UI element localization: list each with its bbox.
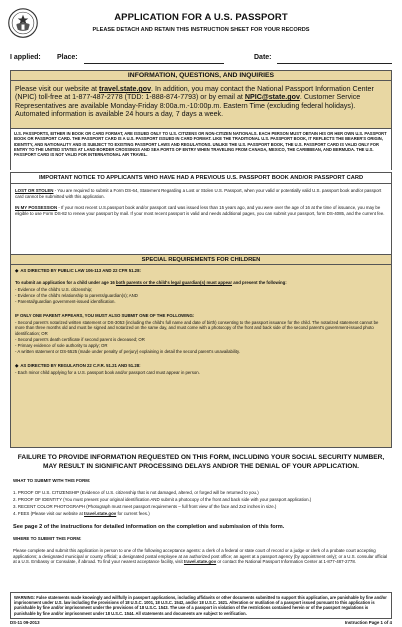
applied-row — [10, 54, 392, 66]
option-text: Second parent's notarized written statement or DS-3053 (including the child's full name and date of birth) consenting to the passport issuance for the child. The notarized statement cannot be more than three months old and must be signed and notarized on the same day, and must come with a photocopy of the front and back side of the second parent's government-issued photo identification; OR — [15, 320, 379, 336]
child-submit-part: To submit an application for a child under age 16 — [15, 280, 116, 285]
submit-item — [13, 511, 389, 517]
one-parent-option: - Primary evidence of sole authority to apply; OR — [15, 343, 108, 348]
option-text: A written statement or DS-5525 (made under penalty of perjury) explaining in detail the second parent's unavailability. — [17, 349, 241, 354]
info-text-part: . Customer Service Representatives are available Monday-Friday 8:00a.m.-10:00p.m. Eastern Time (excluding federal holidays). Automated information is available 24 hours a day, 7 days a week. — [15, 93, 361, 119]
evidence-text: Evidence of the child's U.S. citizenship; — [17, 287, 93, 292]
children-requirements-box — [10, 254, 392, 448]
lost-stolen-paragraph — [15, 188, 389, 199]
evidence-item: - Evidence of the child's U.S. citizenship; — [15, 287, 93, 292]
one-parent-heading: IF ONLY ONE PARENT APPEARS, YOU MUST ALSO SUBMIT ONE OF THE FOLLOWING: — [15, 313, 195, 318]
date-field[interactable] — [277, 63, 392, 64]
form-title: APPLICATION FOR A U.S. PASSPORT — [114, 12, 288, 23]
option-text: Second parent's death certificate if second parent is deceased; OR — [17, 337, 145, 342]
lost-stolen-label: LOST OR STOLEN — [15, 188, 54, 193]
where-text-part: Please complete and submit this application in person to one of the following acceptance agents: a clerk of a federal or state court of record or a judge or clerk of a probate court accepting applications; a designated municipal or county official; a designated postal employee at an authorized post office; an agent at a passport agency (by appointment only); or a U.S. consular official at a U.S. Embassy or Consulate, if abroad. To find your nearest acceptance facility, visit — [13, 548, 388, 565]
website-link[interactable]: travel.state.gov — [98, 85, 152, 93]
passport-format-notice: U.S. PASSPORTS, EITHER IN BOOK OR CARD FORMAT, ARE ISSUED ONLY TO U.S. CITIZENS OR NON-CITIZEN NATIONALS. EACH PERSON MUST OBTAIN HIS OR HER OWN U.S. PASSPORT BOOK OR PASSPORT CARD. THE PASSPORT CARD IS A U.S. PASSPORT ISSUED IN CARD FORMAT. LIKE THE TRADITIONAL U.S. PASSPORT BOOK, IT REFLECTS THE BEARER'S ORIGIN, IDENTITY, AND NATIONALITY AND IS SUBJECT TO EXISTING PASSPORT LAWS AND REGULATIONS. UNLIKE THE U.S. PASSPORT BOOK, THE U.S. PASSPORT CARD IS VALID ONLY FOR ENTRY TO THE UNITED STATES AT LAND BORDER CROSSINGS AND SEA PORTS OF ENTRY WHEN TRAVELING FROM CANADA, MEXICO, THE CARIBBEAN, AND BERMUDA. THE U.S. PASSPORT CARD IS NOT VALID FOR INTERNATIONAL AIR TRAVEL. — [11, 128, 391, 171]
one-parent-option: - Second parent's notarized written statement or DS-3053 (including the child's full name and date of birth) consenting to the passport issuance for the child. The notarized statement cannot be more than three months old and must be signed and notarized on the same day, and must come with a photocopy of the front and back side of the second parent's government-issued photo identification; OR — [15, 320, 379, 336]
submit-item-part: 4. FEES (Please visit our website at — [13, 511, 85, 516]
submit-item-part: for current fees.) — [116, 511, 150, 516]
failure-notice-line-2: MAY RESULT IN SIGNIFICANT PROCESSING DELAYS AND/OR THE DENIAL OF YOUR APPLICATION. — [42, 463, 360, 470]
evidence-text: Evidence of the child's relationship to parents/guardian(s); AND — [17, 293, 138, 298]
info-text-part: . In addition, you may contact the National Passport Information Center (NPIC) toll-free at 1-877-487-2778 (TDD: 1-888-874-7793) or by email at — [15, 85, 374, 102]
submit-item: 2. PROOF OF IDENTITY (You must present your original identification AND submit a photocopy of the front and back side with your passport application.) — [13, 497, 312, 502]
information-box — [10, 70, 392, 170]
information-heading: INFORMATION, QUESTIONS, AND INQUIRIES — [11, 71, 391, 81]
applied-label: I applied: — [10, 54, 41, 61]
children-heading: SPECIAL REQUIREMENTS FOR CHILDREN — [11, 255, 391, 265]
child-submit-part: and present the following: — [232, 280, 287, 285]
failure-notice-line-1: FAILURE TO PROVIDE INFORMATION REQUESTED ON THIS FORM, INCLUDING YOUR SOCIAL SECURITY NUMBER, — [17, 454, 385, 461]
lost-stolen-text: - You are required to submit a Form DS-64, Statement Regarding a Lost or Stolen U.S. Passport, when your valid or potentially valid U.S. passport book and/or passport card cannot be submitted with this application. — [15, 188, 382, 199]
place-field[interactable] — [84, 63, 224, 64]
acceptance-facility-link[interactable]: travel.state.gov — [183, 559, 217, 565]
where-to-submit-heading: WHERE TO SUBMIT THIS FORM: — [13, 536, 82, 541]
see-page-2-note: See page 2 of the instructions for detailed information on the completion and submission of this form. — [13, 524, 285, 530]
date-label: Date: — [254, 54, 272, 61]
one-parent-option: - A written statement or DS-5525 (made under penalty of perjury) explaining in detail the second parent's unavailability. — [15, 349, 241, 354]
option-text: Primary evidence of sole authority to apply; OR — [17, 343, 108, 348]
regulation-text: Each minor child applying for a U.S. passport book and/or passport card must appear in person. — [17, 370, 200, 375]
form-id: DS-11 09-2013 — [10, 620, 40, 625]
fees-link[interactable]: travel.state.gov — [84, 511, 117, 516]
previous-passport-heading: IMPORTANT NOTICE TO APPLICANTS WHO HAVE HAD A PREVIOUS U.S. PASSPORT BOOK AND/OR PASSPORT CARD — [11, 173, 391, 184]
page-number: Instruction Page 1 of 4 — [344, 620, 392, 625]
child-submit-underlined: both parents or the child's legal guardian(s) must appear — [115, 280, 233, 285]
evidence-item: - Parental/guardian government-issued identification. — [15, 299, 116, 304]
where-text-part: or contact the National Passport Information Center at 1-877-487-2778. — [216, 559, 356, 565]
submit-item: 1. PROOF OF U.S. CITIZENSHIP (Evidence of U.S. citizenship that is not damaged, altered, or forged will be returned to you.) — [13, 490, 259, 495]
evidence-item: - Evidence of the child's relationship to parents/guardian(s); AND — [15, 293, 138, 298]
in-possession-label: IN MY POSSESSION — [15, 205, 58, 210]
in-possession-text: - If your most recent U.S.passport book and/or passport card was issued less than 15 years ago, and you were over the age of 16 at the time of issuance, you may be eligible to use Form DS-82 to renew your passport by mail. If your most recent passport is valid and needs additional pages, you can submit your passport, form DS-4085, and the current fee. — [15, 205, 385, 216]
info-text-part: Please visit our website at — [15, 85, 99, 93]
information-text — [15, 85, 389, 119]
regulation-item: - Each minor child applying for a U.S. passport book and/or passport card must appear in person. — [15, 370, 200, 375]
regulation-heading: ◆ AS DIRECTED BY REGULATION 22 C.F.R. 51.21 AND 51.28: — [15, 363, 389, 368]
in-possession-paragraph — [15, 205, 389, 216]
submit-item: 3. RECENT COLOR PHOTOGRAPH (Photograph must meet passport requirements – full front view of the face and 2x2 inches in size.) — [13, 504, 277, 509]
one-parent-option: - Second parent's death certificate if second parent is deceased; OR — [15, 337, 145, 342]
warning-box: WARNING: False statements made knowingly and willfully in passport applications, including affidavits or other documents submitted to support this application, are punishable by fine and/or imprisonment under U.S. law including the provisions of 18 U.S.C. 1001, 18 U.S.C. 1542, and/or 18 U.S.C. 1621. Alteration or mutilation of a passport issued pursuant to this application is punishable by fine and/or imprisonment under the provisions of 18 U.S.C. 1543. The use of a passport in violation of the restrictions contained herein or of the passport regulations is punishable by fine and/or imprisonment under 18 U.S.C. 1544. All statements and documents are subject to verification. — [10, 592, 392, 619]
place-label: Place: — [57, 54, 78, 61]
evidence-text: Parental/guardian government-issued identification. — [17, 299, 116, 304]
what-to-submit-heading: WHAT TO SUBMIT WITH THIS FORM: — [13, 478, 91, 483]
page-footer — [10, 619, 392, 627]
where-to-submit-text — [13, 548, 389, 565]
previous-passport-notice — [10, 172, 392, 260]
child-submit-text — [15, 280, 389, 285]
email-link[interactable]: NPIC@state.gov — [244, 93, 300, 102]
form-subtitle: PLEASE DETACH AND RETAIN THIS INSTRUCTION SHEET FOR YOUR RECORDS — [92, 27, 310, 33]
public-law-heading: ◆ AS DIRECTED BY PUBLIC LAW 106-113 AND 22 CFR 51.28: — [15, 268, 389, 273]
